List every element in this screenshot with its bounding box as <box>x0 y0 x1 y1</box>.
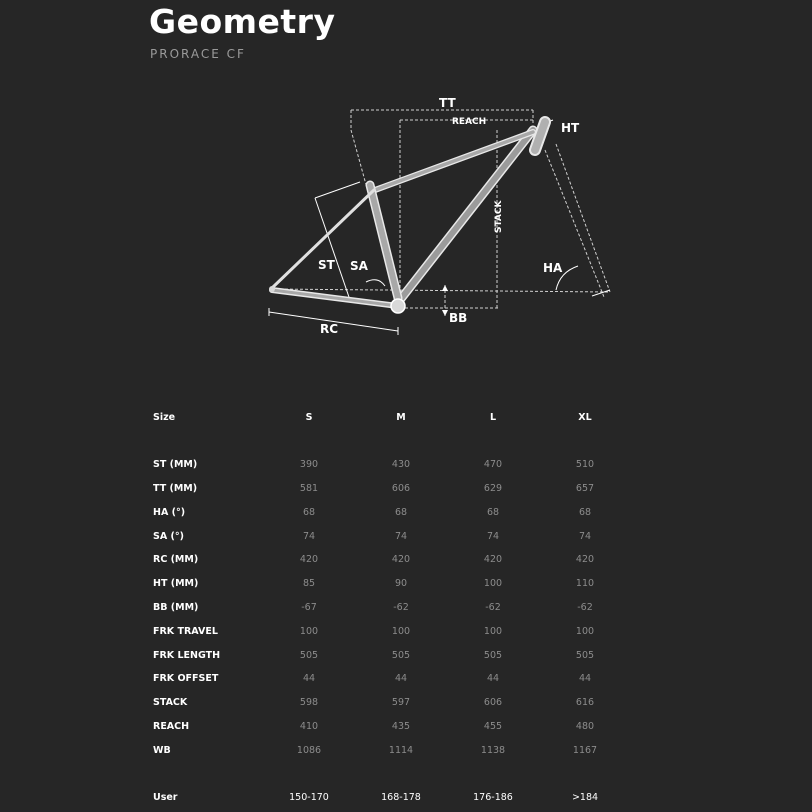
row-label: BB (MM) <box>153 602 199 613</box>
table-row <box>0 649 812 669</box>
cell-s: 100 <box>299 626 319 637</box>
table-row <box>0 553 812 573</box>
cell-m: -62 <box>393 602 409 613</box>
cell-xl: -62 <box>577 602 593 613</box>
row-label: ST (MM) <box>153 459 198 470</box>
cell-s: 390 <box>299 459 319 470</box>
row-label: REACH <box>153 721 190 732</box>
cell-m: 505 <box>391 650 411 661</box>
user-l: 176-186 <box>473 792 513 803</box>
rc-label: RC <box>320 322 339 336</box>
row-label: FRK TRAVEL <box>153 626 218 637</box>
cell-l: 505 <box>483 650 503 661</box>
cell-l: 100 <box>483 626 503 637</box>
cell-m: 435 <box>391 721 411 732</box>
cell-m: 90 <box>394 578 408 589</box>
cell-s: 68 <box>302 507 316 518</box>
size-header: Size <box>153 412 176 423</box>
cell-l: 629 <box>483 483 503 494</box>
user-s: 150-170 <box>289 792 329 803</box>
table-row <box>0 530 812 550</box>
cell-m: 1114 <box>388 745 414 756</box>
size-xl-header: XL <box>578 412 592 423</box>
reach-label: REACH <box>452 117 487 127</box>
cell-s: 410 <box>299 721 319 732</box>
ha-label: HA <box>543 261 563 275</box>
cell-xl: 1167 <box>572 745 598 756</box>
cell-l: 100 <box>483 578 503 589</box>
cell-m: 420 <box>391 554 411 565</box>
cell-l: 68 <box>486 507 500 518</box>
row-label: STACK <box>153 697 188 708</box>
table-row <box>0 506 812 526</box>
cell-xl: 420 <box>575 554 595 565</box>
cell-l: 420 <box>483 554 503 565</box>
row-label: HA (°) <box>153 507 186 518</box>
row-label: TT (MM) <box>153 483 198 494</box>
cell-s: 1086 <box>296 745 322 756</box>
cell-xl: 100 <box>575 626 595 637</box>
row-label: FRK LENGTH <box>153 650 221 661</box>
page-title: Geometry <box>149 2 336 41</box>
user-label: User <box>153 792 178 803</box>
table-row <box>0 744 812 764</box>
table-row <box>0 577 812 597</box>
size-l-header: L <box>489 412 497 423</box>
cell-l: 74 <box>486 531 500 542</box>
table-row <box>0 601 812 621</box>
cell-m: 68 <box>394 507 408 518</box>
cell-s: 581 <box>299 483 319 494</box>
table-row <box>0 482 812 502</box>
cell-xl: 74 <box>578 531 592 542</box>
table-row <box>0 720 812 740</box>
cell-xl: 110 <box>575 578 595 589</box>
user-m: 168-178 <box>381 792 421 803</box>
cell-m: 430 <box>391 459 411 470</box>
cell-l: -62 <box>485 602 501 613</box>
table-row <box>0 458 812 478</box>
cell-xl: 510 <box>575 459 595 470</box>
sa-label: SA <box>350 259 368 273</box>
cell-m: 597 <box>391 697 411 708</box>
user-height-row <box>0 791 812 811</box>
cell-m: 100 <box>391 626 411 637</box>
dimension-lines <box>270 110 610 316</box>
bike-frame <box>272 122 545 306</box>
cell-s: 44 <box>302 673 316 684</box>
cell-l: 470 <box>483 459 503 470</box>
cell-l: 44 <box>486 673 500 684</box>
row-label: FRK OFFSET <box>153 673 219 684</box>
cell-l: 1138 <box>480 745 506 756</box>
table-header-row <box>0 411 812 431</box>
cell-s: 420 <box>299 554 319 565</box>
cell-xl: 657 <box>575 483 595 494</box>
tt-label: TT <box>439 96 456 110</box>
model-subtitle: PRORACE CF <box>150 47 246 61</box>
cell-xl: 616 <box>575 697 595 708</box>
cell-l: 455 <box>483 721 503 732</box>
stack-label: STACK <box>494 200 504 233</box>
row-label: WB <box>153 745 171 756</box>
cell-s: 598 <box>299 697 319 708</box>
user-xl: >184 <box>571 792 599 803</box>
cell-s: 74 <box>302 531 316 542</box>
cell-xl: 505 <box>575 650 595 661</box>
cell-l: 606 <box>483 697 503 708</box>
table-row <box>0 625 812 645</box>
dimension-solid-lines <box>269 120 610 335</box>
row-label: HT (MM) <box>153 578 199 589</box>
bottom-bracket <box>391 299 405 313</box>
cell-xl: 44 <box>578 673 592 684</box>
cell-s: 85 <box>302 578 316 589</box>
size-m-header: M <box>396 412 406 423</box>
size-s-header: S <box>305 412 313 423</box>
cell-xl: 68 <box>578 507 592 518</box>
table-row <box>0 672 812 692</box>
row-label: SA (°) <box>153 531 184 542</box>
bb-label: BB <box>449 311 468 325</box>
ht-label: HT <box>561 121 580 135</box>
row-label: RC (MM) <box>153 554 199 565</box>
cell-s: -67 <box>301 602 317 613</box>
cell-m: 606 <box>391 483 411 494</box>
st-label: ST <box>318 258 335 272</box>
cell-m: 74 <box>394 531 408 542</box>
cell-s: 505 <box>299 650 319 661</box>
rear-axle <box>269 286 275 292</box>
table-row <box>0 696 812 716</box>
cell-m: 44 <box>394 673 408 684</box>
cell-xl: 480 <box>575 721 595 732</box>
